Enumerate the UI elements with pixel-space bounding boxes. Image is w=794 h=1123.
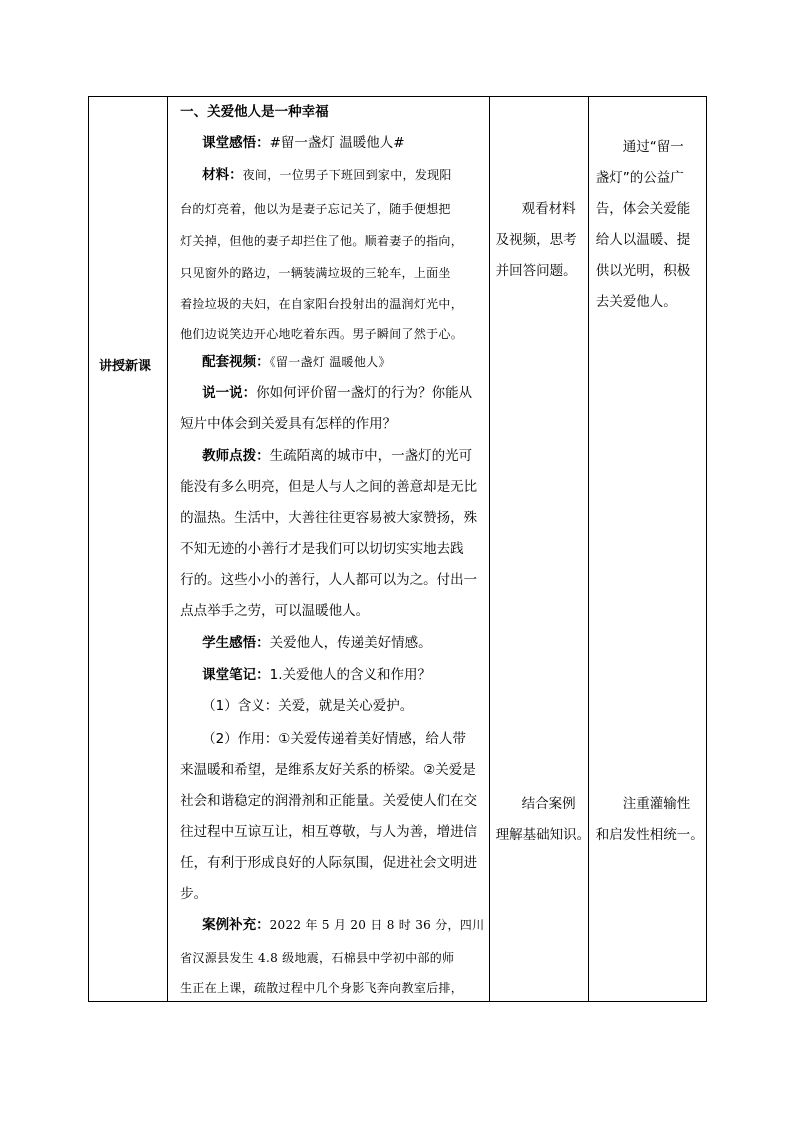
video-line: [202, 353, 391, 372]
design-intent-cell: [588, 97, 706, 1002]
intent-line: 供以光明，积极: [595, 263, 691, 279]
video-title: 《留一盏灯 温暖他人》: [269, 355, 391, 369]
shuo-line: [202, 384, 472, 403]
notes-text: 1.关爱他人的含义和作用？: [269, 667, 432, 683]
intent-line: 去关爱他人。: [595, 294, 677, 310]
zuoyong-line: 来温暖和希望，是维系友好关系的桥梁。②关爱是: [180, 762, 476, 778]
teacher-line: 的温热。生活中，大善往往更容易被大家赞扬，殊: [180, 510, 478, 526]
material-line: 着捡垃圾的夫妇，在自家阳台投射出的温润灯光中，: [180, 297, 464, 311]
student-label: 学生感悟：: [202, 635, 270, 651]
main-content-cell: [168, 97, 490, 1002]
zuoyong-line: 步。: [180, 886, 208, 902]
section-label: 讲授新课: [99, 359, 152, 374]
case-line: [202, 916, 484, 935]
material-line: 他们边说笑边开心地吃着东西。男子瞬间了然于心。: [180, 327, 464, 341]
heading-text: 一、关爱他人是一种幸福: [180, 104, 329, 120]
teacher-line: 点点举手之劳，可以温暖他人。: [180, 603, 370, 619]
intent-line: 和启发性相统一。: [595, 827, 704, 843]
intent-line: 注重灌输性: [622, 796, 691, 812]
teacher-text: 生疏陌离的城市中，一盏灯的光可: [269, 448, 473, 464]
intent-line: 给人以温暖、提: [595, 232, 691, 248]
activity-line: 并回答问题。: [495, 263, 577, 279]
material-first-line: [202, 166, 452, 185]
material-line: 夜间，一位男子下班回到家中，发现阳: [242, 168, 452, 182]
zuoyong-line: 任，有利于形成良好的人际氛围，促进社会文明进: [180, 855, 478, 871]
teacher-label: 教师点拨：: [202, 448, 270, 464]
teacher-line: 行的。这些小小的善行，人人都可以为之。付出一: [180, 572, 478, 588]
activity-line: 结合案例: [521, 796, 576, 812]
shuo-label: 说一说：: [202, 385, 257, 401]
activity-line: 理解基础知识。: [495, 827, 591, 843]
section-label-cell: [89, 97, 168, 1002]
section-heading: [180, 103, 329, 122]
student-line: [202, 634, 432, 653]
notes-line: [202, 666, 431, 685]
material-line: 只见窗外的路边，一辆装满垃圾的三轮车，上面坐: [180, 266, 451, 280]
material-line: 台的灯亮着，他以为是妻子忘记关了，随手便想把: [180, 202, 451, 216]
ketang-ganwu: [202, 134, 404, 153]
ketang-text: #留一盏灯 温暖他人#: [269, 135, 405, 151]
video-label: 配套视频：: [202, 354, 270, 370]
case-label: 案例补充：: [202, 917, 270, 933]
activity-line: 及视频，思考: [495, 232, 577, 248]
case-line: 生正在上课，疏散过程中几个身影飞奔向教室后排，: [180, 981, 464, 995]
case-text: 2022 年 5 月 20 日 8 时 36 分，四川: [269, 918, 485, 932]
intent-line: 告，体会关爱能: [595, 201, 691, 217]
zuoyong-line: （2）作用：①关爱传递着美好情感，给人带: [202, 731, 466, 747]
table-row: [89, 97, 707, 1002]
zuoyong-line: 社会和谐稳定的润滑剂和正能量。关爱使人们在交: [180, 793, 478, 809]
shuo-line: 短片中体会到关爱具有怎样的作用？: [180, 416, 397, 432]
student-activity-cell: [489, 97, 591, 1002]
ketang-label: 课堂感悟：: [202, 135, 270, 151]
material-label: 材料：: [202, 167, 243, 183]
intent-line: 通过“留一: [622, 139, 684, 155]
student-text: 关爱他人，传递美好情感。: [269, 635, 432, 651]
notes-label: 课堂笔记：: [202, 667, 270, 683]
teacher-line: 能没有多么明亮，但是人与人之间的善意却是无比: [180, 479, 478, 495]
intent-line: 盏灯”的公益广: [595, 170, 684, 186]
teacher-line: 不知无迹的小善行才是我们可以切切实实地去践: [180, 541, 464, 557]
teacher-line: [202, 447, 472, 466]
zuoyong-line: 往过程中互谅互让，相互尊敬，与人为善，增进信: [180, 824, 478, 840]
material-line: 灯关掉，但他的妻子却拦住了他。顺着妻子的指向，: [180, 234, 464, 248]
hanyi-line: （1）含义：关爱，就是关心爱护。: [202, 698, 414, 714]
case-line: 省汉源县发生 4.8 级地震，石棉县中学初中部的师: [180, 951, 455, 965]
shuo-text: 你如何评价留一盏灯的行为？你能从: [256, 385, 473, 401]
lesson-plan-table: [88, 96, 707, 1002]
activity-line: 观看材料: [521, 201, 576, 217]
